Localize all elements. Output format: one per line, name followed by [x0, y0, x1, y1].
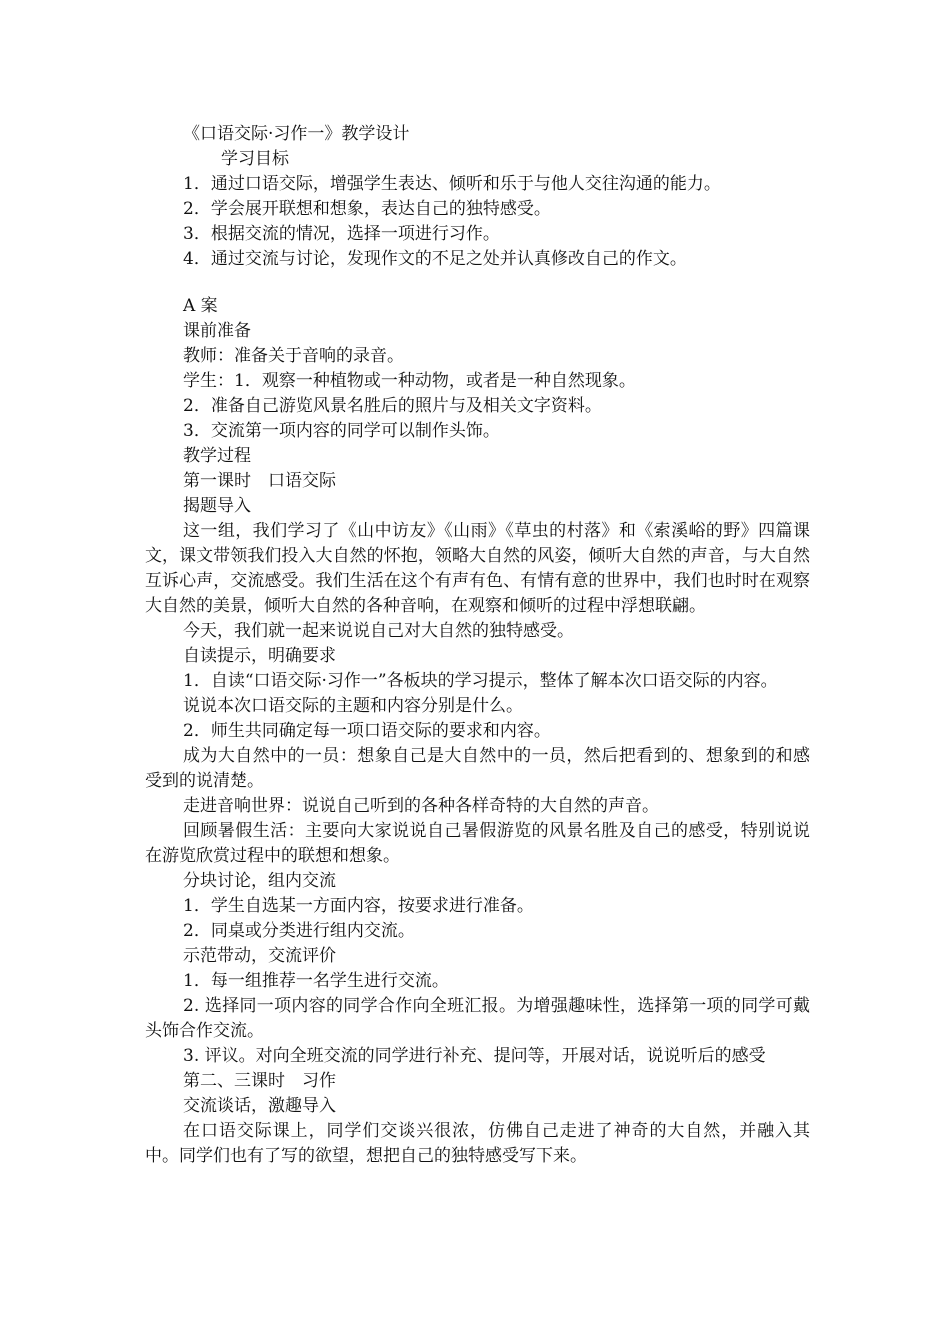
demo-heading: 示范带动，交流评价 — [183, 946, 336, 966]
requirement-1: 成为大自然中的一员：想象自己是大自然中的一员，然后把看到的、想象到的和感受到的说清楚。 — [145, 746, 810, 791]
lesson1-heading: 第一课时 口语交际 — [183, 471, 336, 491]
intro-heading: 揭题导入 — [183, 496, 251, 516]
document-title: 《口语交际·习作一》教学设计 — [183, 124, 410, 144]
group-heading: 分块讨论，组内交流 — [183, 871, 336, 891]
objective-item: 3．根据交流的情况，选择一项进行习作。 — [183, 224, 500, 244]
today-paragraph: 今天，我们就一起来说说自己对大自然的独特感受。 — [183, 621, 574, 641]
prep-heading: 课前准备 — [183, 321, 251, 341]
document-body — [145, 122, 810, 1169]
demo-item-3: 3. 评议。对向全班交流的同学进行补充、提问等，开展对话，说说听后的感受 — [183, 1046, 766, 1066]
demo-item-2: 2. 选择同一项内容的同学合作向全班汇报。为增强趣味性，选择第一项的同学可戴头饰合作交流。 — [145, 996, 810, 1041]
objectives-heading: 学习目标 — [221, 149, 289, 169]
student-prep-item: 学生：1．观察一种植物或一种动物，或者是一种自然现象。 — [183, 371, 636, 391]
selfread-heading: 自读提示，明确要求 — [183, 646, 336, 666]
objective-item: 4．通过交流与讨论，发现作文的不足之处并认真修改自己的作文。 — [183, 249, 687, 269]
demo-item-1: 1．每一组推荐一名学生进行交流。 — [183, 971, 449, 991]
plan-a-heading: A 案 — [183, 296, 218, 316]
intro-paragraph: 这一组，我们学习了《山中访友》《山雨》《草虫的村落》和《索溪峪的野》四篇课文，课文带领我们投入大自然的怀抱，领略大自然的风姿，倾听大自然的声音，与大自然互诉心声，交流感受。我们生活在这个有声有色、有情有意的世界中，我们也时时在观察大自然的美景，倾听大自然的各种音响，在观察和倾听的过程中浮想联翩。 — [145, 521, 810, 616]
group-item-1: 1．学生自选某一方面内容，按要求进行准备。 — [183, 896, 534, 916]
student-prep-item: 3．交流第一项内容的同学可以制作头饰。 — [183, 421, 500, 441]
process-heading: 教学过程 — [183, 446, 251, 466]
objective-item: 1．通过口语交际，增强学生表达、倾听和乐于与他人交往沟通的能力。 — [183, 174, 721, 194]
student-prep-item: 2．准备自己游览风景名胜后的照片与及相关文字资料。 — [183, 396, 602, 416]
group-item-2: 2．同桌或分类进行组内交流。 — [183, 921, 415, 941]
chat-heading: 交流谈话，激趣导入 — [183, 1096, 336, 1116]
blank-line — [145, 272, 810, 294]
objective-item: 2．学会展开联想和想象，表达自己的独特感受。 — [183, 199, 551, 219]
selfread-item-1: 1．自读“口语交际·习作一”各板块的学习提示，整体了解本次口语交际的内容。 — [183, 671, 778, 691]
chat-paragraph: 在口语交际课上，同学们交谈兴很浓，仿佛自己走进了神奇的大自然，并融入其中。同学们也有了写的欲望，想把自己的独特感受写下来。 — [145, 1121, 810, 1166]
requirement-3: 回顾暑假生活：主要向大家说说自己暑假游览的风景名胜及自己的感受，特别说说在游览欣赏过程中的联想和想象。 — [145, 821, 810, 866]
selfread-question: 说说本次口语交际的主题和内容分别是什么。 — [183, 696, 523, 716]
teacher-prep: 教师：准备关于音响的录音。 — [183, 346, 404, 366]
selfread-item-2: 2．师生共同确定每一项口语交际的要求和内容。 — [183, 721, 551, 741]
lesson23-heading: 第二、三课时 习作 — [183, 1071, 336, 1091]
requirement-2: 走进音响世界：说说自己听到的各种各样奇特的大自然的声音。 — [183, 796, 659, 816]
